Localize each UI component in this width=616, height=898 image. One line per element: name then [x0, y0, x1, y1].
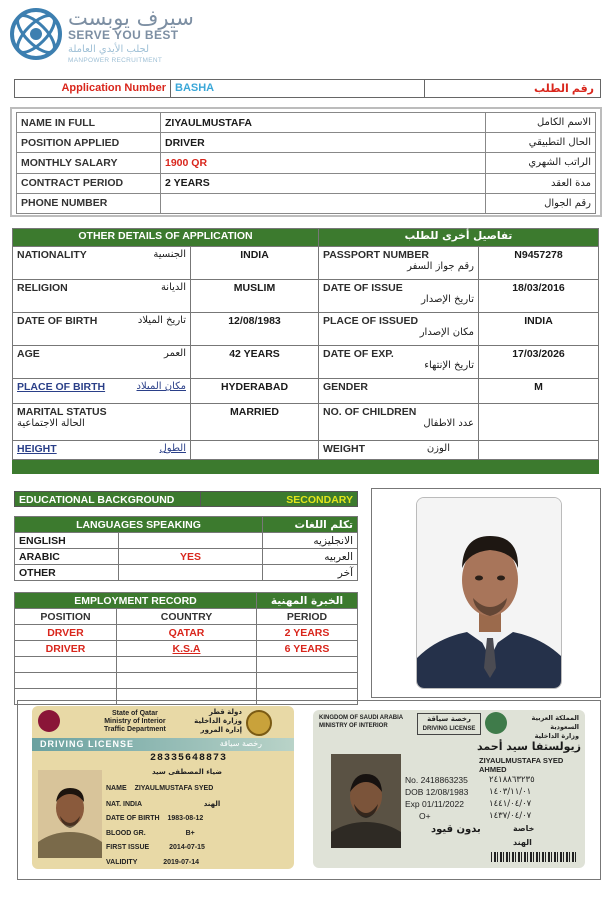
language-name: ENGLISH — [15, 533, 119, 549]
saudi-license-photo — [331, 754, 401, 848]
detail-value — [191, 441, 319, 460]
language-value — [119, 533, 263, 549]
qatar-license-dept: Traffic Department — [104, 726, 166, 733]
detail-value: MARRIED — [191, 404, 319, 441]
detail-label: MARITAL STATUS — [17, 406, 107, 418]
qatar-license-name-ar: ضياء المصطفى سيد — [152, 768, 223, 776]
detail-label-cell — [319, 280, 479, 313]
employment-country — [117, 673, 257, 689]
employment-period — [257, 673, 358, 689]
qatar-license-dept-ar: إدارة المرور — [200, 726, 242, 734]
qatar-license-band-ar: رخصة سياقة — [219, 739, 262, 748]
detail-label-cell — [319, 441, 479, 460]
language-name: OTHER — [15, 565, 119, 581]
detail-label-cell — [319, 346, 479, 379]
detail-label-cell — [13, 247, 191, 280]
detail-value: N9457278 — [479, 247, 599, 280]
education-value: SECONDARY — [201, 492, 357, 506]
table-row — [15, 565, 358, 581]
personal-value — [161, 193, 486, 213]
employment-position: DRIVER — [15, 641, 117, 657]
detail-label: HEIGHT — [17, 443, 57, 455]
qatar-license-state: State of Qatar — [111, 710, 158, 717]
personal-label: MONTHLY SALARY — [17, 153, 161, 173]
employment-country — [117, 657, 257, 673]
license-band — [32, 738, 294, 751]
other-details-table — [12, 228, 599, 460]
qatar-label-blood: BLOOD GR. — [106, 829, 146, 837]
qatar-label-first: FIRST ISSUE — [106, 844, 150, 851]
qatar-license-name: ZIYAULMUSTAFA SYED — [134, 785, 214, 792]
detail-label-ar: الطول — [159, 443, 186, 454]
personal-label-ar: الحال التطبيقي — [486, 133, 596, 153]
saudi-license-no-ar: ٢٤١٨٨٦٣٢٣٥ — [489, 775, 535, 785]
employment-period: 2 YEARS — [257, 625, 358, 641]
employment-country: QATAR — [117, 625, 257, 641]
table-row — [15, 549, 358, 565]
detail-label: NO. OF CHILDREN — [323, 406, 417, 418]
saudi-license-name-ar: زيولستفا سيد أحمد — [477, 740, 581, 753]
qatar-label-name: NAME — [106, 785, 127, 792]
employment-period — [257, 657, 358, 673]
detail-label-cell — [319, 247, 479, 280]
qatar-license-validity: 2019-07-14 — [163, 858, 200, 866]
qatar-label-nat: NAT. — [106, 800, 122, 808]
detail-value: 17/03/2026 — [479, 346, 599, 379]
detail-label: NATIONALITY — [17, 249, 87, 261]
employment-table — [14, 592, 358, 705]
detail-label-cell — [13, 441, 191, 460]
language-value: YES — [119, 549, 263, 565]
language-name-ar: العربيه — [263, 549, 358, 565]
personal-details-block — [10, 107, 602, 217]
detail-label-ar: مكان الإصدار — [419, 327, 474, 338]
detail-label: AGE — [17, 348, 40, 360]
application-number-value: BASHA — [171, 80, 425, 97]
detail-value: 18/03/2016 — [479, 280, 599, 313]
detail-label: PLACE OF ISSUED — [323, 315, 419, 327]
logo-english-text: SERVE YOU BEST — [68, 28, 179, 42]
qatar-license-dob: 1983-08-12 — [167, 815, 204, 822]
table-row — [17, 173, 596, 193]
detail-label-cell — [319, 404, 479, 441]
education-label: EDUCATIONAL BACKGROUND — [15, 492, 201, 506]
table-row — [15, 673, 358, 689]
saudi-license-dob: DOB 12/08/1983 — [405, 787, 469, 797]
saudi-license-no: No. 2418863235 — [405, 775, 468, 785]
logo-english-subtitle: MANPOWER RECRUITMENT — [68, 57, 163, 64]
table-row — [17, 113, 596, 133]
detail-label-cell — [13, 404, 191, 441]
saudi-license-ministry: MINISTRY OF INTERIOR — [319, 723, 388, 729]
detail-label-ar: مكان الميلاد — [136, 381, 186, 392]
table-row — [13, 346, 599, 379]
table-row — [13, 404, 599, 441]
table-row — [13, 247, 599, 280]
languages-table — [14, 516, 358, 581]
detail-label: DATE OF EXP. — [323, 348, 394, 360]
qatar-license-first-issue: 2014-07-15 — [169, 844, 205, 851]
language-name: ARABIC — [15, 549, 119, 565]
green-divider — [12, 460, 599, 474]
qatar-label-valid: VALIDITY — [106, 858, 138, 866]
detail-label: WEIGHT — [323, 443, 365, 455]
saudi-license-exp-ar: ١٤٤١/٠٤/٠٧ — [489, 799, 532, 809]
detail-label-ar: الحالة الاجتماعية — [17, 418, 85, 429]
personal-label: CONTRACT PERIOD — [17, 173, 161, 193]
saudi-license-kingdom: KINGDOM OF SAUDI ARABIA — [319, 715, 404, 721]
employment-heading-ar: الخبرة المهنية — [257, 593, 358, 609]
employment-columns — [15, 609, 358, 625]
saudi-license-issue-ar: ١٤٣٧/٠٤/٠٧ — [489, 811, 532, 821]
employment-position: DRVER — [15, 625, 117, 641]
table-row — [17, 153, 596, 173]
other-details-heading-ar: تفاصيل أخرى للطلب — [319, 229, 599, 247]
saudi-license-name: ZIYAULMUSTAFA SYED AHMED — [479, 756, 564, 774]
detail-value — [479, 404, 599, 441]
saudi-driving-license — [313, 710, 585, 868]
saudi-license-kingdom-ar: المملكة العربية السعودية — [531, 714, 579, 731]
employment-country: K.S.A — [117, 641, 257, 657]
employment-position — [15, 657, 117, 673]
table-row — [13, 441, 599, 460]
detail-label: DATE OF BIRTH — [17, 315, 98, 327]
detail-value: 42 YEARS — [191, 346, 319, 379]
saudi-license-band-ar: رخصة سياقة — [427, 715, 471, 723]
qatar-driving-license — [32, 706, 294, 869]
saudi-emblem-icon — [485, 712, 507, 734]
language-value — [119, 565, 263, 581]
table-row — [15, 641, 358, 657]
detail-label-ar: تاريخ الإصدار — [421, 294, 474, 305]
company-logo-icon — [10, 8, 62, 60]
personal-label-ar: مدة العقد — [486, 173, 596, 193]
detail-value: MUSLIM — [191, 280, 319, 313]
table-row — [15, 625, 358, 641]
saudi-license-ministry-ar: وزارة الداخلية — [534, 732, 579, 740]
detail-value: INDIA — [479, 313, 599, 346]
traffic-emblem-icon — [246, 710, 272, 736]
other-details-block — [12, 228, 599, 474]
saudi-license-blood: O+ — [419, 811, 431, 821]
detail-value: INDIA — [191, 247, 319, 280]
employment-heading: EMPLOYMENT RECORD — [15, 593, 257, 609]
detail-label: RELIGION — [17, 282, 68, 294]
column-header: POSITION — [15, 609, 117, 625]
qatar-license-band: DRIVING LICENSE — [40, 739, 135, 749]
detail-value — [479, 441, 599, 460]
saudi-license-type: خاصة — [513, 824, 535, 833]
detail-label-ar: الديانة — [160, 282, 186, 293]
qatar-emblem-icon — [38, 710, 60, 732]
qatar-license-state-ar: دولة قطر — [208, 708, 242, 716]
column-header: COUNTRY — [117, 609, 257, 625]
personal-value: ZIYAULMUSTAFA — [161, 113, 486, 133]
table-row — [15, 657, 358, 673]
detail-label: PLACE OF BIRTH — [17, 381, 106, 393]
table-row — [13, 313, 599, 346]
personal-value: 2 YEARS — [161, 173, 486, 193]
saudi-license-nation: الهند — [513, 838, 532, 847]
application-number-label-ar: رقم الطلب — [534, 83, 594, 95]
table-row — [17, 133, 596, 153]
qatar-license-ministry: Ministry of Interior — [104, 718, 166, 725]
personal-value: 1900 QR — [161, 153, 486, 173]
saudi-license-restriction: بدون قيود — [431, 824, 481, 835]
other-details-heading: OTHER DETAILS OF APPLICATION — [13, 229, 319, 247]
detail-label-cell — [319, 313, 479, 346]
license-portrait-icon — [38, 770, 102, 858]
detail-label-cell — [13, 313, 191, 346]
qatar-license-nat: INDIA — [123, 800, 142, 808]
languages-heading: LANGUAGES SPEAKING — [15, 517, 263, 533]
other-details-header — [13, 229, 599, 247]
saudi-license-exp: Exp 01/11/2022 — [405, 799, 464, 809]
languages-heading-ar: تكلم اللغات — [263, 517, 358, 533]
language-name-ar: آخر — [263, 565, 358, 581]
languages-header — [15, 517, 358, 533]
personal-value: DRIVER — [161, 133, 486, 153]
logo-arabic-subtitle: لجلب الأيدي العاملة — [68, 44, 150, 55]
personal-label-ar: الراتب الشهري — [486, 153, 596, 173]
employment-header — [15, 593, 358, 609]
detail-label-cell — [13, 280, 191, 313]
detail-label-ar: رقم جواز السفر — [407, 261, 474, 272]
detail-label-ar: الجنسية — [153, 249, 186, 260]
table-row — [13, 280, 599, 313]
qatar-label-dob: DATE OF BIRTH — [106, 815, 160, 822]
column-header: PERIOD — [257, 609, 358, 625]
education-row — [14, 491, 358, 507]
employment-position — [15, 673, 117, 689]
qatar-license-nat-ar: الهند — [203, 799, 221, 808]
detail-label-ar: الوزن — [426, 443, 450, 454]
table-row — [13, 379, 599, 404]
logo-arabic-text: سيرف يوبست — [68, 6, 194, 30]
barcode-icon — [491, 852, 577, 862]
detail-label-ar: تاريخ الإنتهاء — [424, 360, 474, 371]
qatar-license-number: 28335648873 — [150, 753, 228, 764]
detail-label: GENDER — [323, 381, 368, 393]
detail-label: PASSPORT NUMBER — [323, 249, 429, 261]
detail-label-ar: تاريخ الميلاد — [137, 315, 186, 326]
application-number-row — [14, 79, 601, 98]
saudi-license-band-box — [417, 713, 481, 735]
qatar-license-blood: B+ — [185, 829, 195, 837]
personal-label: NAME IN FULL — [17, 113, 161, 133]
personal-label-ar: الاسم الكامل — [486, 113, 596, 133]
applicant-photo — [416, 497, 562, 689]
qatar-license-photo — [38, 770, 102, 858]
qatar-license-ministry-ar: وزارة الداخلية — [194, 717, 242, 725]
detail-label-ar: عدد الاطفال — [423, 418, 474, 429]
saudi-license-dob-ar: ١٤٠٣/١١/٠١ — [489, 787, 532, 797]
personal-details-table — [16, 112, 596, 214]
detail-value: HYDERABAD — [191, 379, 319, 404]
personal-label: POSITION APPLIED — [17, 133, 161, 153]
table-row — [15, 533, 358, 549]
detail-label: DATE OF ISSUE — [323, 282, 403, 294]
application-number-label: Application Number — [15, 80, 171, 97]
employment-period: 6 YEARS — [257, 641, 358, 657]
personal-label: PHONE NUMBER — [17, 193, 161, 213]
detail-label-cell — [319, 379, 479, 404]
detail-label-cell — [13, 346, 191, 379]
saudi-license-band: DRIVING LICENSE — [422, 726, 476, 732]
detail-value: 12/08/1983 — [191, 313, 319, 346]
detail-value: M — [479, 379, 599, 404]
language-name-ar: الانجليزيه — [263, 533, 358, 549]
detail-label-cell — [13, 379, 191, 404]
license-portrait-icon — [331, 754, 401, 848]
detail-label-ar: العمر — [164, 348, 186, 359]
personal-label-ar: رقم الجوال — [486, 193, 596, 213]
applicant-portrait-icon — [417, 498, 562, 689]
table-row — [17, 193, 596, 213]
